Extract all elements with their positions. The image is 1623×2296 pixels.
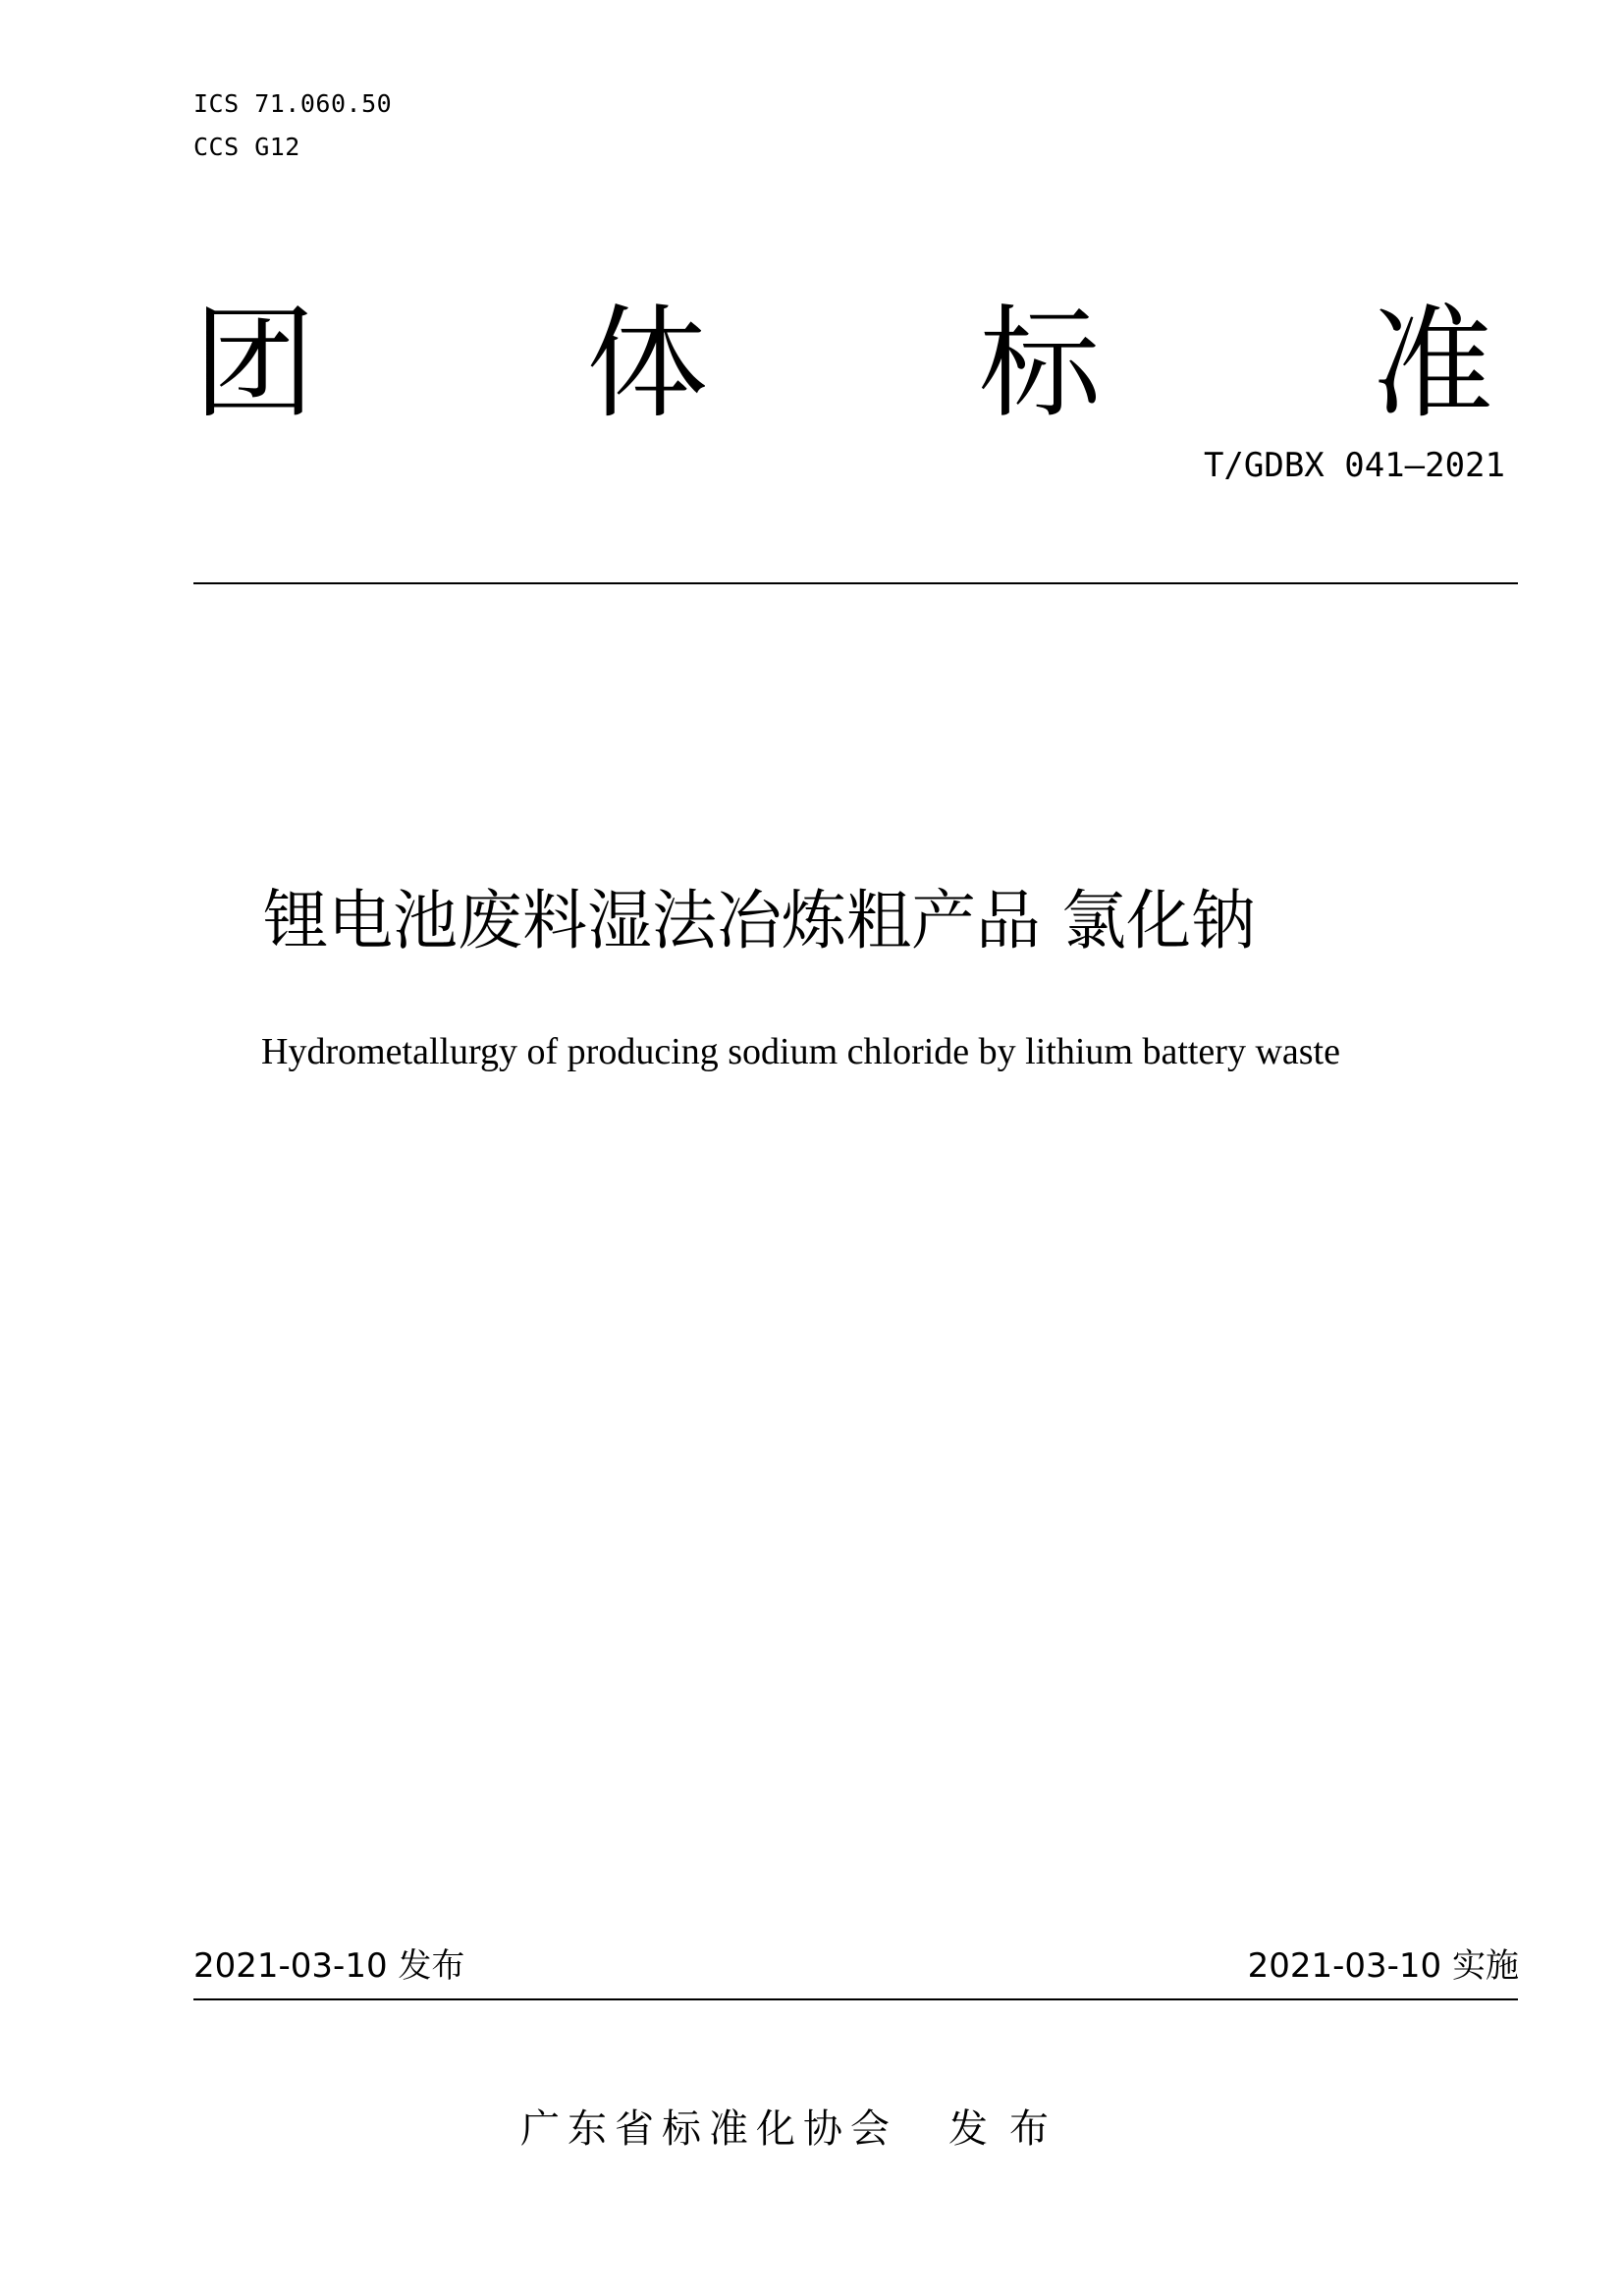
ics-code: ICS 71.060.50: [193, 89, 393, 118]
publisher-action: 发布: [948, 2106, 1070, 2152]
issue-date: 2021-03-10 发布: [193, 1946, 465, 1986]
publisher-line: [520, 2102, 1070, 2157]
standard-type-char: 团: [193, 294, 316, 435]
document-title-chinese: 锂电池废料湿法冶炼粗产品 氯化钠: [263, 883, 1256, 958]
document-title-english: Hydrometallurgy of producing sodium chloride by lithium battery waste: [261, 1031, 1340, 1072]
standard-type-char: 标: [979, 294, 1102, 435]
standard-type-heading: [193, 291, 1494, 438]
standard-type-char: 体: [586, 294, 709, 435]
classification-codes: [193, 82, 392, 169]
header-divider: [193, 582, 1518, 584]
footer-divider: [193, 1998, 1518, 2000]
implementation-date: 2021-03-10 实施: [1247, 1946, 1519, 1986]
standard-number: T/GDBX 041—2021: [1203, 446, 1505, 485]
publisher-name: 广东省标准化协会: [520, 2106, 897, 2152]
standard-type-char: 准: [1372, 294, 1494, 435]
ccs-code: CCS G12: [193, 133, 300, 161]
